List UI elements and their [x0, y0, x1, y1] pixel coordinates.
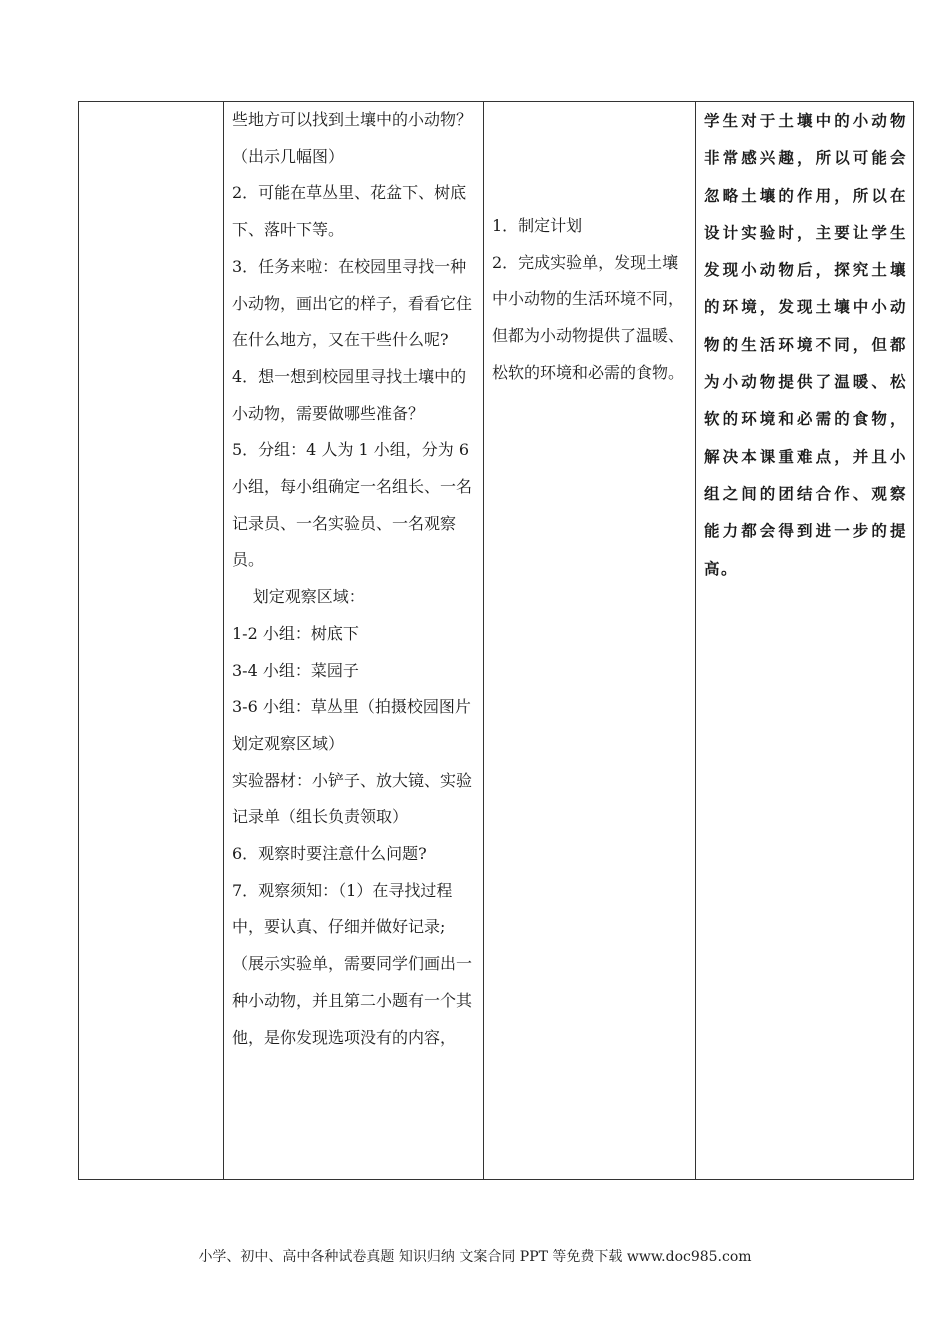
student-activity-cell — [484, 102, 696, 1180]
design-intent-text: 学生对于土壤中的小动物非常感兴趣，所以可能会忽略土壤的作用，所以在设计实验时，主要让学生发现小动物后，探究土壤的环境，发现土壤中小动物的生活环境不同，但都为小动物提供了温暖、松软的环境和必需的食物，解决本课重难点，并且小组之间的团结合作、观察能力都会得到进一步的提高。 — [704, 111, 907, 578]
page-footer: 小学、初中、高中各种试卷真题 知识归纳 文案合同 PPT 等免费下载 www.doc985.com — [198, 1249, 752, 1265]
design-intent-cell — [696, 102, 914, 1180]
teacher-line: 划定观察区域： — [252, 587, 365, 607]
student-line: 2．完成实验单，发现土壤中小动物的生活环境不同，但都为小动物提供了温暖、松软的环境和必需的食物。 — [492, 252, 685, 382]
teacher-line: 1-2 小组：树底下 — [232, 623, 359, 643]
lesson-plan-table — [78, 101, 914, 1180]
teacher-line: 实验器材：小铲子、放大镜、实验记录单（组长负责领取） — [232, 770, 473, 827]
teacher-line: 3-6 小组：草丛里（拍摄校园图片划定观察区域） — [232, 697, 471, 753]
teacher-activity-cell — [224, 102, 484, 1180]
teacher-line: 2．可能在草丛里、花盆下、树底下、落叶下等。 — [232, 183, 467, 240]
teacher-line: 3-4 小组：菜园子 — [232, 660, 359, 680]
teacher-line: 6．观察时要注意什么问题? — [232, 844, 427, 864]
teacher-line: 些地方可以找到土壤中的小动物？（出示几幅图） — [232, 110, 473, 166]
table-row — [79, 102, 914, 1180]
student-line: 1．制定计划 — [492, 216, 583, 235]
teacher-line: 7．观察须知：（1）在寻找过程中，要认真、仔细并做好记录;（展示实验单，需要同学们画出一种小动物，并且第二小题有一个其他，是你发现选项没有的内容， — [232, 880, 473, 1047]
teacher-line: 4．想一想到校园里寻找土壤中的小动物，需要做哪些准备？ — [232, 366, 467, 423]
teacher-line: 3．任务来啦：在校园里寻找一种小动物，画出它的样子，看看它住在什么地方，又在干些什么呢? — [232, 256, 473, 350]
teacher-line: 5．分组：4 人为 1 小组，分为 6 小组，每小组确定一名组长、一名记录员、一名实验员、一名观察员。 — [232, 440, 473, 570]
empty-cell — [79, 102, 224, 1180]
